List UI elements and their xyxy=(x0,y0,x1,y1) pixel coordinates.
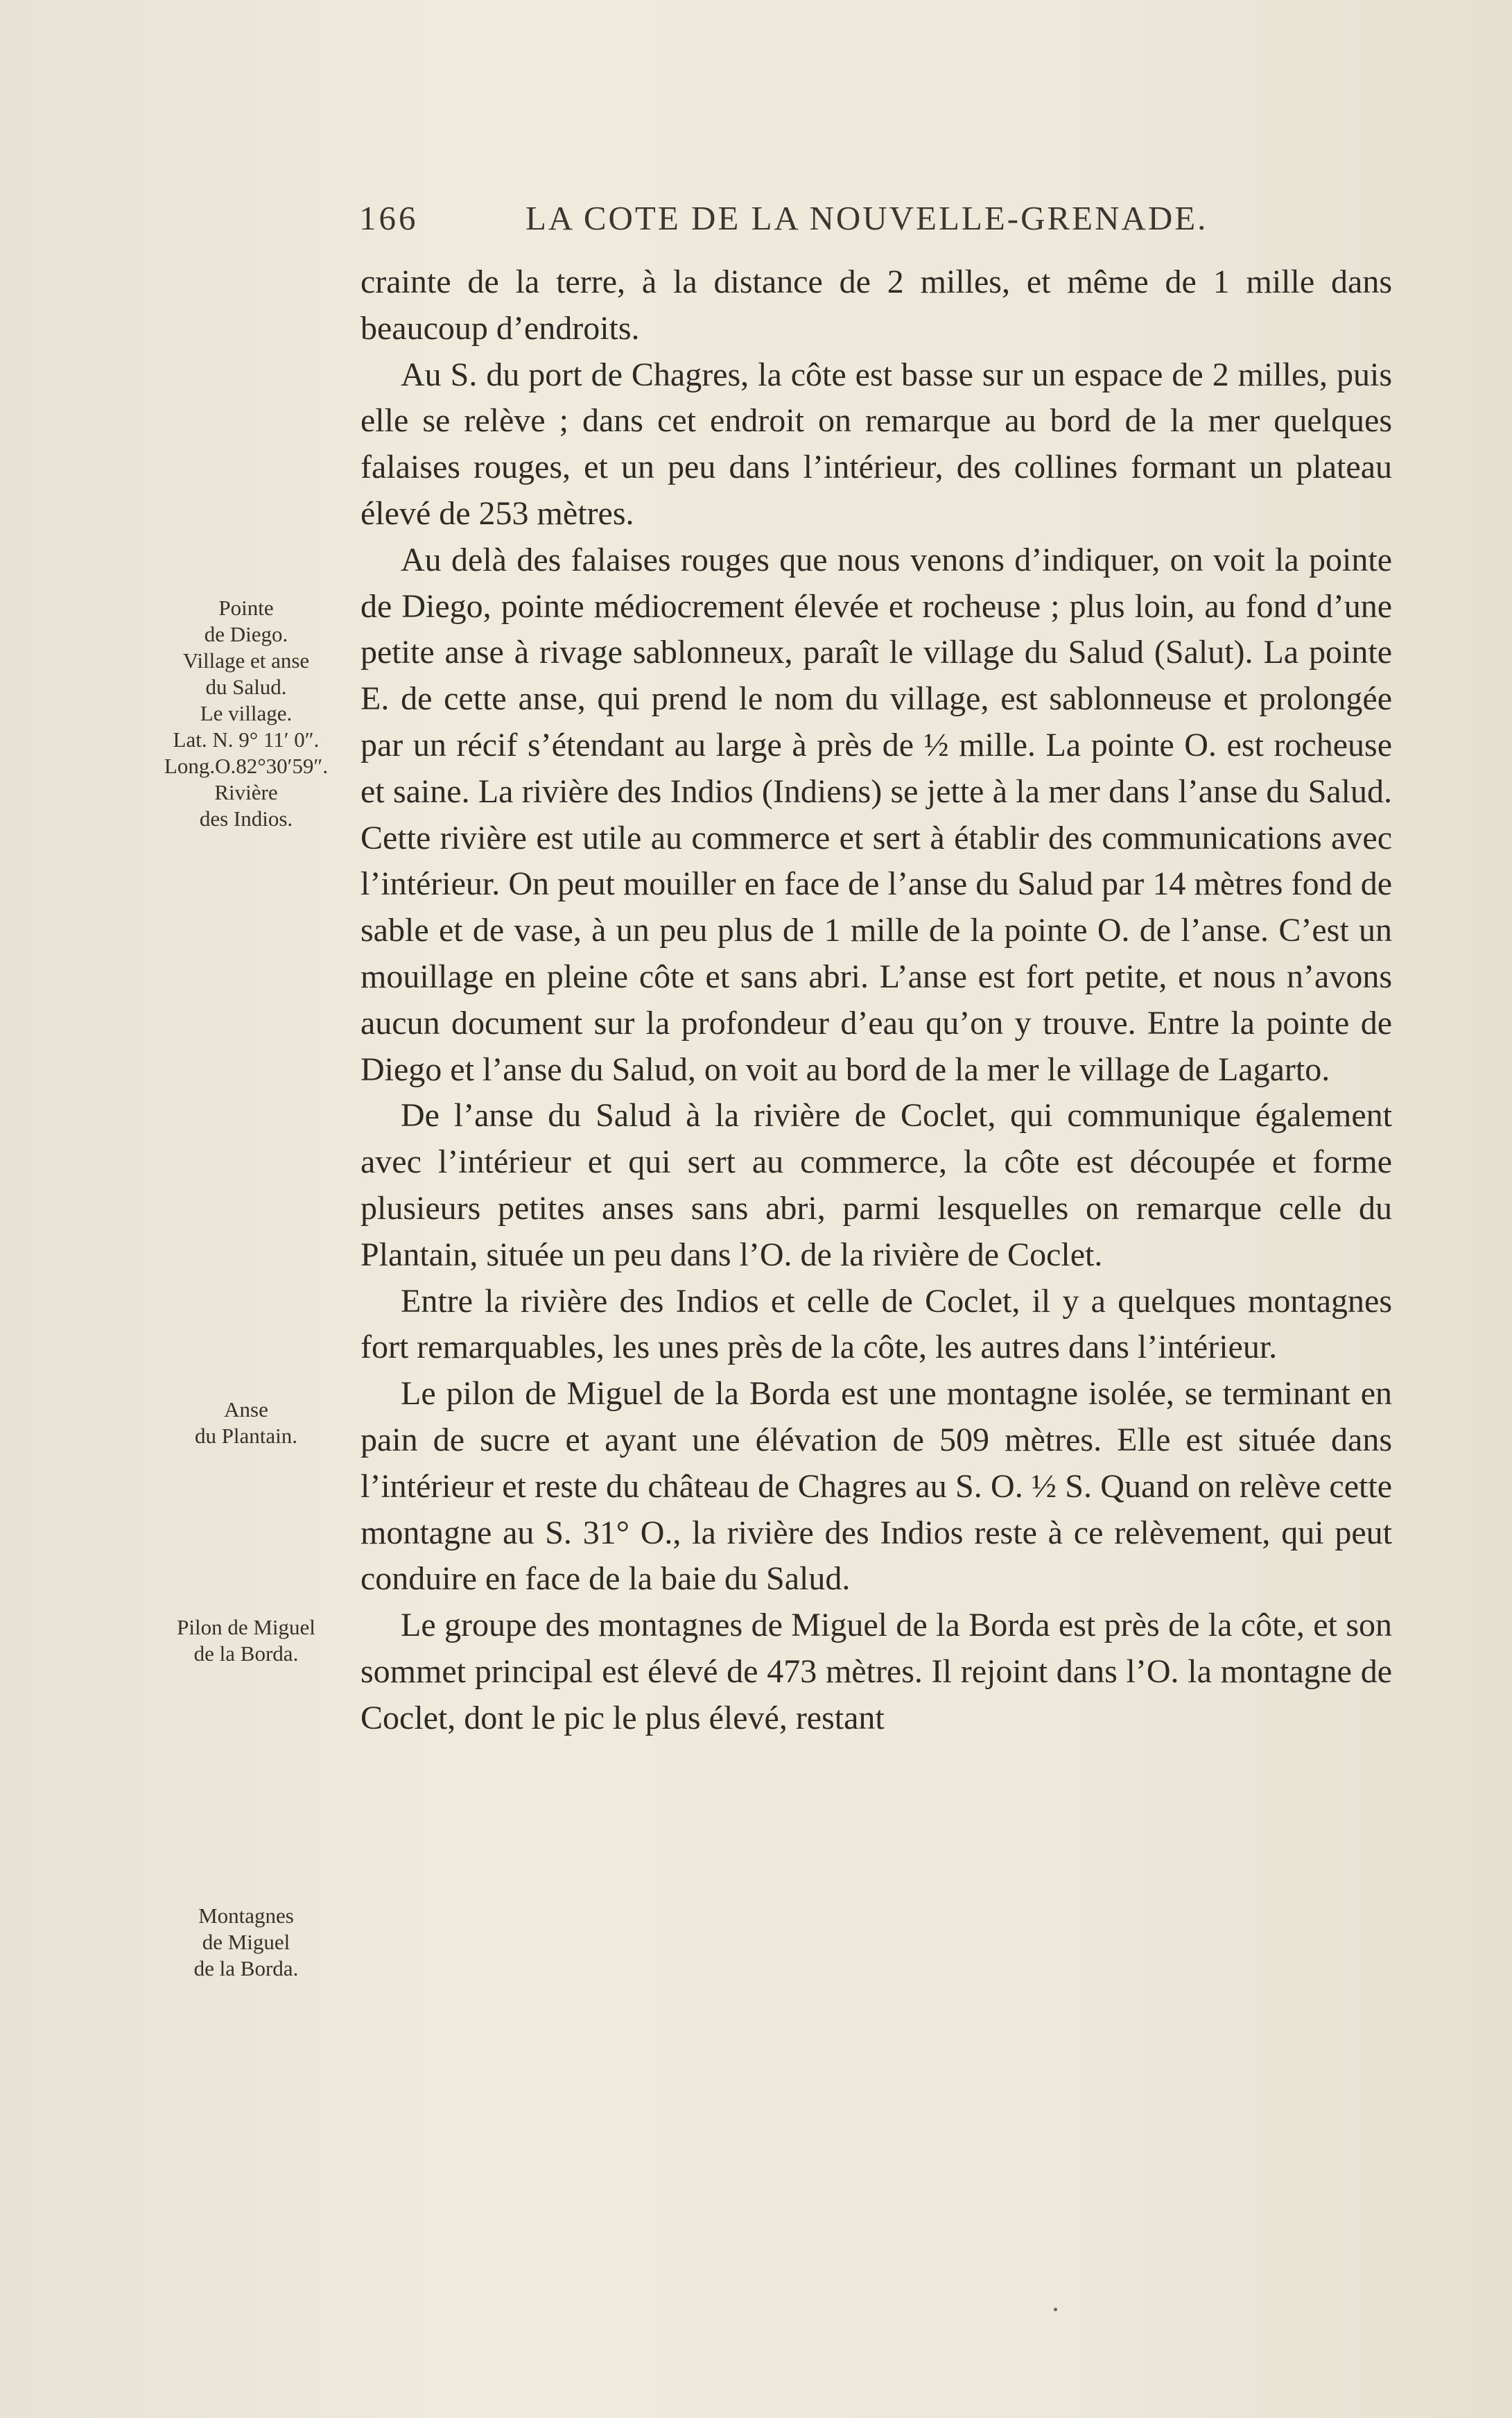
margin-note-line: Rivière xyxy=(214,780,278,804)
margin-note-line: de la Borda. xyxy=(193,1956,299,1980)
margin-note-line: Long.O.82°30′59″. xyxy=(164,754,329,778)
running-title: LA COTE DE LA NOUVELLE-GRENADE. xyxy=(525,199,1208,237)
margin-note-line: de Diego. xyxy=(204,622,288,646)
margin-note-line: de la Borda. xyxy=(193,1641,299,1666)
paper-speck xyxy=(1054,2308,1057,2311)
margin-note-line: Pilon de Miguel xyxy=(177,1615,315,1639)
margin-note-line: du Plantain. xyxy=(194,1424,298,1448)
paragraph: De l’anse du Salud à la rivière de Coclet, qui communique également avec l’intérieur et qui sert au commerce, la côte est découpée et forme plusieurs petites anses sans abri, parmi lesquelles on remarque celle du Plantain, située un peu dans l’O. de la rivière de Coclet. xyxy=(360,1097,1392,1273)
margin-note-montagnes-de-miguel xyxy=(121,1903,371,1982)
page-number: 166 xyxy=(359,199,419,237)
margin-note-anse-du-plantain xyxy=(121,1397,371,1449)
margin-note-line: Village et anse xyxy=(182,648,310,673)
margin-note-line: Pointe xyxy=(218,596,274,620)
margin-note-pilon-de-miguel xyxy=(121,1614,371,1667)
paragraph: crainte de la terre, à la distance de 2 milles, et même de 1 mille dans beaucoup d’endroits. xyxy=(360,264,1392,347)
margin-note-line: Le village. xyxy=(200,701,293,725)
margin-note-line: Montagnes xyxy=(198,1903,294,1928)
body-text xyxy=(360,259,1392,1742)
paragraph: Au delà des falaises rouges que nous venons d’indiquer, on voit la pointe de Diego, pointe médiocrement élevée et rocheuse ; plus loin, au fond d’une petite anse à rivage sablonneux, paraît le village du Salud (Salut). La pointe E. de cette anse, qui prend le nom du village, est sablonneuse et prolongée par un récif s’étendant au large à près de ½ mille. La pointe O. est rocheuse et saine. La rivière des Indios (Indiens) se jette à la mer dans l’anse du Salud. Cette rivière est utile au commerce et sert à établir des communications avec l’intérieur. On peut mouiller en face de l’anse du Salud par 14 mètres fond de sable et de vase, à un peu plus de 1 mille de la pointe O. de l’anse. C’est un mouillage en pleine côte et sans abri. L’anse est fort petite, et nous n’avons aucun document sur la profondeur d’eau qu’on y trouve. Entre la pointe de Diego et l’anse du Salud, on voit au bord de la mer le village de Lagarto. xyxy=(360,541,1392,1088)
margin-note-line: de Miguel xyxy=(202,1930,290,1954)
margin-note-line: Lat. N. 9° 11′ 0″. xyxy=(173,727,320,752)
margin-note-line: du Salud. xyxy=(205,675,287,699)
paragraph: Le pilon de Miguel de la Borda est une montagne isolée, se terminant en pain de sucre et ayant une élévation de 509 mètres. Elle est située dans l’intérieur et reste du château de Chagres au S. O. ½ S. Quand on relève cette montagne au S. 31° O., la rivière des Indios reste à ce relèvement, qui peut conduire en face de la baie du Salud. xyxy=(360,1375,1392,1598)
running-header xyxy=(359,198,1399,247)
margin-note-line: Anse xyxy=(224,1397,268,1422)
margin-note-pointe-de-diego xyxy=(121,595,371,832)
paragraph: Entre la rivière des Indios et celle de Coclet, il y a quelques montagnes fort remarquables, les unes près de la côte, les autres dans l’intérieur. xyxy=(360,1282,1392,1366)
paragraph: Au S. du port de Chagres, la côte est basse sur un espace de 2 milles, puis elle se relève ; dans cet endroit on remarque au bord de la mer quelques falaises rouges, et un peu dans l’intérieur, des collines formant un plateau élevé de 253 mètres. xyxy=(360,356,1392,532)
paragraph: Le groupe des montagnes de Miguel de la Borda est près de la côte, et son sommet principal est élevé de 473 mètres. Il rejoint dans l’O. la montagne de Coclet, dont le pic le plus élevé, restant xyxy=(360,1607,1392,1736)
margin-note-line: des Indios. xyxy=(199,806,293,831)
